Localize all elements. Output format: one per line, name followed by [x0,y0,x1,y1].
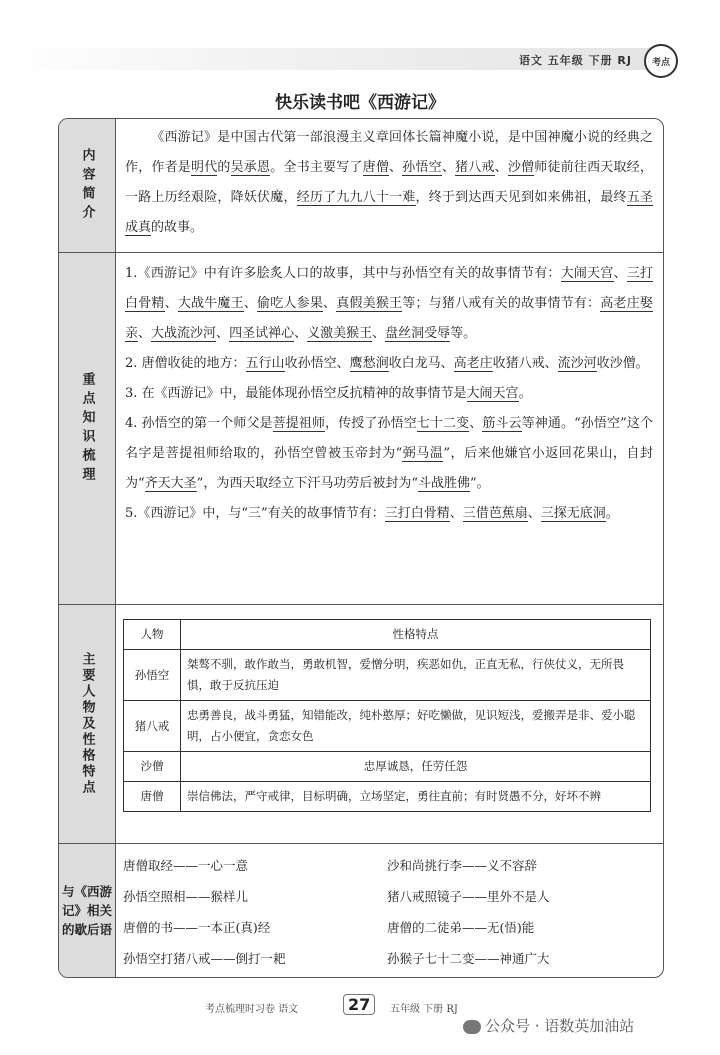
characters-label-cell [59,605,116,843]
page-number: 27 [343,994,375,1015]
key-points-label-cell [59,253,116,604]
character-name: 孙悟空 [124,650,181,701]
point-1: 1.《西游记》中有许多脍炙人口的故事，其中与孙悟空有关的故事情节有：大闹天宫、三打白骨精、大战牛魔王、偷吃人参果、真假美猴王等；与猪八戒有关的故事情节有：高老庄娶亲、大战流沙河、四圣试禅心、义激美猴王、盘丝洞受辱等。 [125,266,653,341]
xiehouyu-line [123,918,651,949]
xiehouyu-item: 唐僧的书——一本正(真)经 [123,920,271,935]
xiehouyu-item: 孙悟空照相——猴样儿 [123,889,249,904]
table-header-character: 人物 [124,620,181,650]
xiehouyu-list [123,856,651,978]
character-name: 沙僧 [124,752,181,782]
watermark [463,1015,634,1036]
publisher-logo: 考点 [644,44,678,78]
point-4: 4. 孙悟空的第一个师父是菩提祖师，传授了孙悟空七十二变、筋斗云等神通。“孙悟空”这个名字是菩提祖师给取的，孙悟空曾被玉帝封为“弼马温”，后来他嫌官小返回花果山，自封为“齐天大圣”，为西天取经立下汗马功劳后被封为“斗战胜佛”。 [125,416,653,491]
intro-row [59,119,663,253]
point-3: 3. 在《西游记》中，最能体现孙悟空反抗精神的故事情节是大闹天宫。 [125,386,532,401]
subject-label: 语文 五年级 下册 RJ [518,54,632,67]
table-row [124,752,651,782]
footer-left: 考点梳理时习卷 语文 [205,1004,299,1015]
xiehouyu-line [123,887,651,918]
page-title: 快乐读书吧《西游记》 [275,93,445,113]
character-name: 猪八戒 [124,701,181,752]
watermark-text: 公众号 · 语数英加油站 [485,1017,635,1035]
header-bar [0,42,720,76]
table-row [124,701,651,752]
table-row [124,650,651,701]
point-5: 5.《西游记》中，与“三”有关的故事情节有：三打白骨精、三借芭蕉扇、三探无底洞。 [125,506,619,521]
table-row [124,782,651,812]
xiehouyu-label-cell [59,844,116,977]
key-points-row [59,253,663,605]
xiehouyu-line [123,949,651,978]
xiehouyu-item: 唐僧的二徒弟——无(悟)能 [387,920,535,935]
xiehouyu-item: 沙和尚挑行李——义不容辞 [387,858,538,873]
xiehouyu-item: 猪八戒照镜子——里外不是人 [387,889,550,904]
character-traits: 桀骜不驯，敢作敢当，勇敢机智，爱憎分明，疾恶如仇，正直无私，行侠仗义，无所畏惧，敢于反抗压迫 [181,650,651,701]
intro-paragraph: 《西游记》是中国古代第一部浪漫主义章回体长篇神魔小说，是中国神魔小说的经典之作，作者是明代的吴承恩。全书主要写了唐僧、孙悟空、猪八戒、沙僧师徒前往西天取经，一路上历经艰险，降妖伏魔，经历了九九八十一难，终于到达西天见到如来佛祖，最终五圣成真的故事。 [125,130,653,235]
content-frame [58,118,664,978]
characters-row [59,605,663,844]
character-traits: 忠勇善良，战斗勇猛，知错能改，纯朴憨厚；好吃懒做，见识短浅，爱搬弄是非、爱小聪明，占小便宜，贪恋女色 [181,701,651,752]
xiehouyu-line [123,856,651,887]
intro-label-cell [59,119,116,252]
intro-label: 内容简介 [79,147,95,224]
footer-right: 五年级 下册 RJ [390,1004,458,1015]
table-header-row [124,620,651,650]
xiehouyu-item: 孙悟空打猪八戒——倒打一耙 [123,951,286,966]
character-traits: 崇信佛法，严守戒律，目标明确，立场坚定，勇往直前；有时贤愚不分，好坏不辨 [181,782,651,812]
xiehouyu-item: 孙猴子七十二变——神通广大 [387,951,550,966]
characters-label: 主要人物及性格特点 [79,652,95,796]
intro-content [125,123,653,243]
character-name: 唐僧 [124,782,181,812]
point-2: 2. 唐僧收徒的地方：五行山收孙悟空、鹰愁涧收白龙马、高老庄收猪八戒、流沙河收沙僧。 [125,356,649,371]
key-points-label: 重点知识梳理 [79,371,95,486]
character-traits: 忠厚诚恳，任劳任怨 [181,752,651,782]
characters-table [123,619,651,812]
xiehouyu-row [59,844,663,977]
xiehouyu-label: 与《西游记》相关的歇后语 [62,884,113,937]
key-points-content [125,259,653,529]
table-header-traits: 性格特点 [181,620,651,650]
xiehouyu-item: 唐僧取经——一心一意 [123,858,249,873]
wechat-icon [463,1020,481,1034]
